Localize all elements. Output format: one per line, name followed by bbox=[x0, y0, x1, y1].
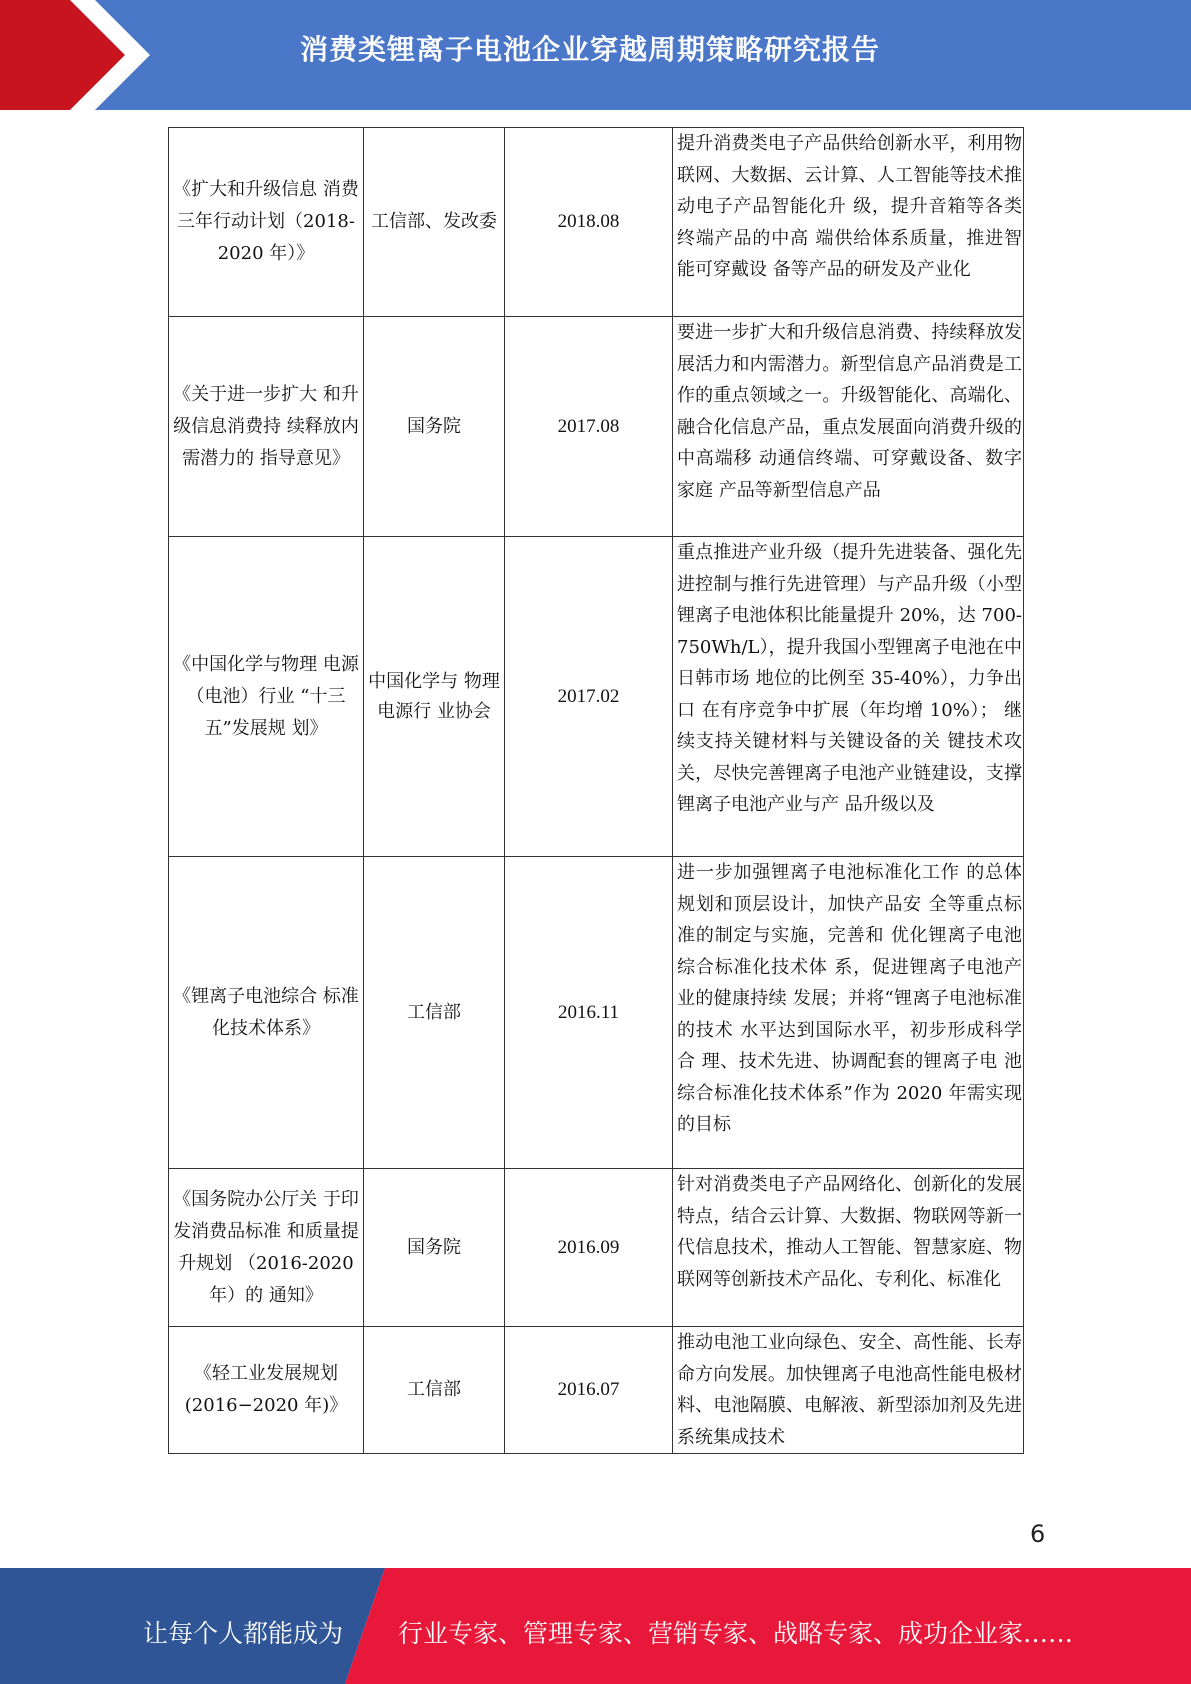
policy-name-cell: 《锂离子电池综合 标准化技术体系》 bbox=[169, 857, 364, 1169]
footer-slogan-left: 让每个人都能成为 bbox=[143, 1619, 344, 1648]
date-cell: 2016.09 bbox=[505, 1169, 673, 1327]
issuer-cell: 国务院 bbox=[364, 1169, 505, 1327]
issuer-cell: 工信部、发改委 bbox=[364, 128, 505, 317]
description-cell: 要进一步扩大和升级信息消费、持续释放发展活力和内需潜力。新型信息产品消费是工作的重点领域之一。升级智能化、高端化、融合化信息产品，重点发展面向消费升级的中高端移 动通信终端、可穿戴设备、数字家庭 产品等新型信息产品 bbox=[673, 317, 1024, 537]
policy-name-cell: 《中国化学与物理 电源（电池）行业 “十三五”发展规 划》 bbox=[169, 537, 364, 857]
date-cell: 2018.08 bbox=[505, 128, 673, 317]
date-cell: 2017.08 bbox=[505, 317, 673, 537]
policy-table bbox=[168, 127, 1024, 1454]
report-title: 消费类锂离子电池企业穿越周期策略研究报告 bbox=[300, 33, 881, 66]
policy-name-cell: 《关于进一步扩大 和升级信息消费持 续释放内需潜力的 指导意见》 bbox=[169, 317, 364, 537]
issuer-cell: 国务院 bbox=[364, 317, 505, 537]
table-row bbox=[169, 317, 1024, 537]
issuer-cell: 工信部 bbox=[364, 857, 505, 1169]
description-cell: 提升消费类电子产品供给创新水平，利用物联网、大数据、云计算、人工智能等技术推动电子产品智能化升 级，提升音箱等各类终端产品的中高 端供给体系质量，推进智能可穿戴设 备等产品的研发及产业化 bbox=[673, 128, 1024, 317]
issuer-cell: 中国化学与 物理电源行 业协会 bbox=[364, 537, 505, 857]
issuer-cell: 工信部 bbox=[364, 1327, 505, 1454]
description-cell: 进一步加强锂离子电池标准化工作 的总体规划和顶层设计，加快产品安 全等重点标准的制定与实施，完善和 优化锂离子电池综合标准化技术体 系，促进锂离子电池产业的健康持续 发展；并将“锂离子电池标准的技术 水平达到国际水平，初步形成科学合 理、技术先进、协调配套的锂离子电 池综合标准化技术体系”作为 2020 年需实现的目标 bbox=[673, 857, 1024, 1169]
table-row bbox=[169, 1327, 1024, 1454]
description-cell: 针对消费类电子产品网络化、创新化的发展特点，结合云计算、大数据、物联网等新一代信息技术，推动人工智能、智慧家庭、物联网等创新技术产品化、专利化、标准化 bbox=[673, 1169, 1024, 1327]
table-row bbox=[169, 128, 1024, 317]
table-row bbox=[169, 1169, 1024, 1327]
date-cell: 2017.02 bbox=[505, 537, 673, 857]
policy-name-cell: 《扩大和升级信息 消费三年行动计划（2018-2020 年）》 bbox=[169, 128, 364, 317]
table-row bbox=[169, 857, 1024, 1169]
policy-name-cell: 《轻工业发展规划 (2016−2020 年)》 bbox=[169, 1327, 364, 1454]
date-cell: 2016.07 bbox=[505, 1327, 673, 1454]
page-footer bbox=[0, 1568, 1191, 1684]
policy-name-cell: 《国务院办公厅关 于印发消费品标准 和质量提升规划 （2016-2020 年）的 通知》 bbox=[169, 1169, 364, 1327]
description-cell: 重点推进产业升级（提升先进装备、强化先进控制与推行先进管理）与产品升级（小型锂离子电池体积比能量提升 20%，达 700-750Wh/L），提升我国小型锂离子电池在中日韩市场 地位的比例至 35-40%），力争出口 在有序竞争中扩展（年均增 10%）； 继续支持关键材料与关键设备的关 键技术攻关，尽快完善锂离子电池产业链建设，支撑锂离子电池产业与产 品升级以及 bbox=[673, 537, 1024, 857]
footer-slogan-right: 行业专家、管理专家、营销专家、战略专家、成功企业家…… bbox=[398, 1619, 1074, 1648]
page-header bbox=[0, 0, 1191, 110]
table-row bbox=[169, 537, 1024, 857]
page-number: 6 bbox=[1030, 1520, 1046, 1548]
date-cell: 2016.11 bbox=[505, 857, 673, 1169]
description-cell: 推动电池工业向绿色、安全、高性能、长寿命方向发展。加快锂离子电池高性能电极材料、电池隔膜、电解液、新型添加剂及先进系统集成技术 bbox=[673, 1327, 1024, 1454]
